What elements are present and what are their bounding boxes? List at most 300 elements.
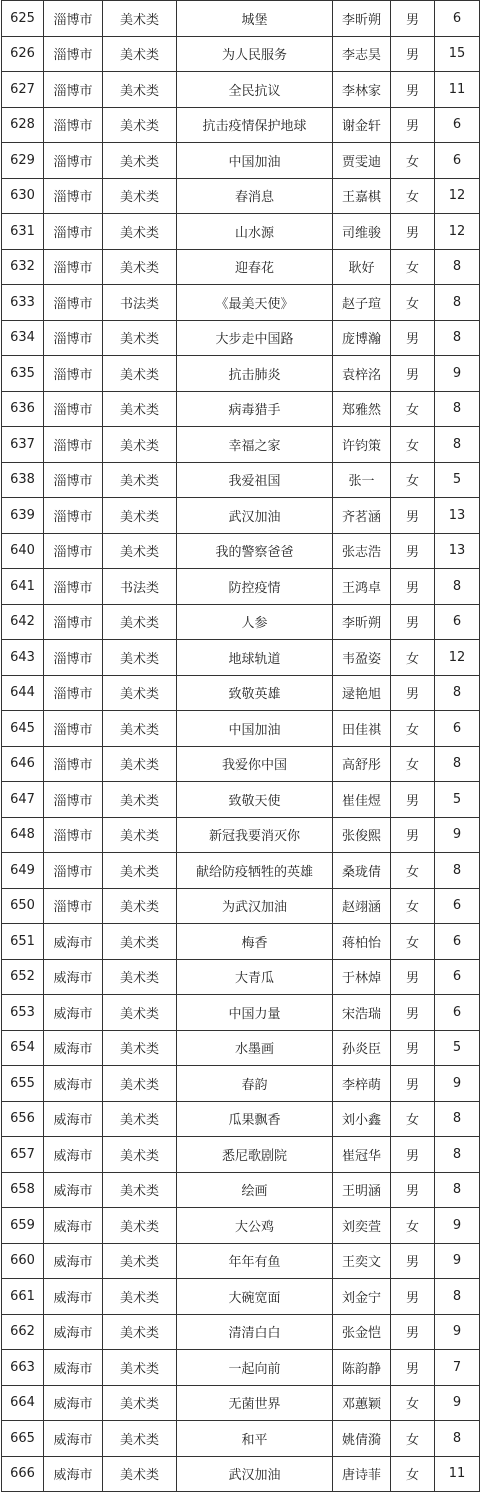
cell-age: 9 [435, 1314, 480, 1350]
cell-title: 无菌世界 [177, 1385, 333, 1421]
table-row [2, 36, 480, 72]
cell-age: 8 [435, 320, 480, 356]
table-row [2, 1, 480, 37]
cell-age: 6 [435, 143, 480, 179]
cell-name: 张志浩 [333, 533, 391, 569]
cell-id: 649 [2, 853, 44, 889]
cell-name: 李梓萌 [333, 1066, 391, 1102]
cell-title: 献给防疫牺牲的英雄 [177, 853, 333, 889]
cell-name: 许钧策 [333, 427, 391, 463]
cell-category: 美术类 [103, 143, 177, 179]
table-row [2, 1350, 480, 1386]
cell-gender: 男 [391, 36, 435, 72]
cell-id: 658 [2, 1172, 44, 1208]
cell-gender: 男 [391, 1172, 435, 1208]
cell-title: 武汉加油 [177, 498, 333, 534]
cell-id: 638 [2, 462, 44, 498]
cell-category: 美术类 [103, 782, 177, 818]
cell-id: 627 [2, 72, 44, 108]
cell-gender: 男 [391, 320, 435, 356]
cell-id: 645 [2, 711, 44, 747]
cell-category: 美术类 [103, 498, 177, 534]
cell-age: 8 [435, 1279, 480, 1315]
table-row [2, 320, 480, 356]
cell-title: 梅香 [177, 924, 333, 960]
cell-category: 美术类 [103, 1279, 177, 1315]
cell-name: 李志昊 [333, 36, 391, 72]
cell-age: 12 [435, 214, 480, 250]
cell-city: 威海市 [44, 959, 103, 995]
cell-gender: 男 [391, 1243, 435, 1279]
cell-name: 张俊熙 [333, 817, 391, 853]
table-row [2, 1172, 480, 1208]
cell-category: 美术类 [103, 427, 177, 463]
cell-id: 647 [2, 782, 44, 818]
cell-name: 蒋柏怡 [333, 924, 391, 960]
cell-id: 632 [2, 249, 44, 285]
table-row [2, 391, 480, 427]
cell-name: 崔冠华 [333, 1137, 391, 1173]
cell-id: 654 [2, 1030, 44, 1066]
cell-category: 美术类 [103, 675, 177, 711]
cell-id: 628 [2, 107, 44, 143]
cell-category: 书法类 [103, 569, 177, 605]
cell-title: 抗击疫情保护地球 [177, 107, 333, 143]
table-row [2, 604, 480, 640]
cell-city: 淄博市 [44, 533, 103, 569]
table-row [2, 214, 480, 250]
cell-category: 美术类 [103, 36, 177, 72]
cell-age: 12 [435, 178, 480, 214]
cell-age: 6 [435, 107, 480, 143]
table-row [2, 1385, 480, 1421]
cell-title: 全民抗议 [177, 72, 333, 108]
cell-name: 刘小鑫 [333, 1101, 391, 1137]
cell-city: 淄博市 [44, 249, 103, 285]
cell-title: 和平 [177, 1421, 333, 1457]
table-row [2, 1208, 480, 1244]
cell-id: 635 [2, 356, 44, 392]
cell-id: 646 [2, 746, 44, 782]
cell-gender: 男 [391, 1314, 435, 1350]
cell-gender: 男 [391, 356, 435, 392]
cell-age: 8 [435, 427, 480, 463]
table-row [2, 711, 480, 747]
cell-city: 威海市 [44, 1243, 103, 1279]
cell-city: 淄博市 [44, 817, 103, 853]
cell-city: 淄博市 [44, 427, 103, 463]
cell-gender: 男 [391, 1279, 435, 1315]
cell-gender: 男 [391, 1350, 435, 1386]
cell-name: 刘奕萱 [333, 1208, 391, 1244]
cell-category: 美术类 [103, 1385, 177, 1421]
cell-city: 威海市 [44, 1172, 103, 1208]
cell-city: 淄博市 [44, 675, 103, 711]
cell-gender: 男 [391, 782, 435, 818]
cell-category: 美术类 [103, 249, 177, 285]
cell-id: 661 [2, 1279, 44, 1315]
cell-id: 657 [2, 1137, 44, 1173]
cell-age: 9 [435, 1066, 480, 1102]
cell-age: 8 [435, 853, 480, 889]
cell-gender: 女 [391, 178, 435, 214]
cell-id: 631 [2, 214, 44, 250]
cell-age: 9 [435, 817, 480, 853]
cell-title: 大碗宽面 [177, 1279, 333, 1315]
cell-city: 淄博市 [44, 853, 103, 889]
cell-gender: 男 [391, 533, 435, 569]
table-row [2, 817, 480, 853]
cell-age: 8 [435, 746, 480, 782]
cell-age: 11 [435, 1456, 480, 1492]
table-row [2, 924, 480, 960]
cell-age: 12 [435, 640, 480, 676]
table-row [2, 72, 480, 108]
cell-id: 642 [2, 604, 44, 640]
cell-title: 病毒猎手 [177, 391, 333, 427]
cell-city: 淄博市 [44, 178, 103, 214]
cell-category: 美术类 [103, 959, 177, 995]
cell-gender: 男 [391, 1, 435, 37]
cell-city: 威海市 [44, 1421, 103, 1457]
cell-title: 城堡 [177, 1, 333, 37]
table-row [2, 675, 480, 711]
cell-title: 地球轨道 [177, 640, 333, 676]
cell-gender: 女 [391, 1208, 435, 1244]
cell-age: 9 [435, 1385, 480, 1421]
cell-title: 绘画 [177, 1172, 333, 1208]
cell-gender: 男 [391, 1066, 435, 1102]
cell-gender: 男 [391, 995, 435, 1031]
cell-category: 美术类 [103, 1421, 177, 1457]
cell-gender: 女 [391, 1385, 435, 1421]
cell-title: 致敬天使 [177, 782, 333, 818]
cell-id: 652 [2, 959, 44, 995]
cell-gender: 女 [391, 853, 435, 889]
cell-id: 651 [2, 924, 44, 960]
table-row [2, 1456, 480, 1492]
cell-name: 王鸿卓 [333, 569, 391, 605]
cell-age: 9 [435, 1208, 480, 1244]
cell-title: 抗击肺炎 [177, 356, 333, 392]
cell-name: 崔佳煜 [333, 782, 391, 818]
cell-city: 淄博市 [44, 746, 103, 782]
cell-category: 美术类 [103, 1101, 177, 1137]
cell-age: 8 [435, 569, 480, 605]
cell-category: 美术类 [103, 107, 177, 143]
cell-id: 664 [2, 1385, 44, 1421]
cell-age: 6 [435, 1, 480, 37]
cell-age: 6 [435, 604, 480, 640]
cell-city: 威海市 [44, 1066, 103, 1102]
cell-name: 张金恺 [333, 1314, 391, 1350]
cell-age: 6 [435, 711, 480, 747]
cell-category: 美术类 [103, 640, 177, 676]
cell-id: 643 [2, 640, 44, 676]
cell-age: 8 [435, 1137, 480, 1173]
cell-title: 我爱你中国 [177, 746, 333, 782]
cell-id: 656 [2, 1101, 44, 1137]
cell-gender: 女 [391, 1101, 435, 1137]
cell-gender: 女 [391, 143, 435, 179]
cell-category: 美术类 [103, 711, 177, 747]
cell-city: 威海市 [44, 1456, 103, 1492]
cell-name: 唐诗菲 [333, 1456, 391, 1492]
cell-age: 15 [435, 36, 480, 72]
cell-city: 淄博市 [44, 498, 103, 534]
cell-name: 赵子瑄 [333, 285, 391, 321]
cell-age: 9 [435, 1243, 480, 1279]
cell-city: 威海市 [44, 1350, 103, 1386]
cell-city: 威海市 [44, 1030, 103, 1066]
cell-category: 美术类 [103, 1066, 177, 1102]
cell-id: 637 [2, 427, 44, 463]
table-row [2, 1279, 480, 1315]
cell-name: 张一 [333, 462, 391, 498]
cell-age: 5 [435, 782, 480, 818]
cell-id: 659 [2, 1208, 44, 1244]
table-row [2, 1137, 480, 1173]
cell-title: 悉尼歌剧院 [177, 1137, 333, 1173]
cell-name: 田佳祺 [333, 711, 391, 747]
cell-title: 幸福之家 [177, 427, 333, 463]
cell-name: 李昕朔 [333, 604, 391, 640]
cell-name: 高舒彤 [333, 746, 391, 782]
cell-category: 美术类 [103, 178, 177, 214]
cell-gender: 男 [391, 214, 435, 250]
cell-id: 662 [2, 1314, 44, 1350]
cell-title: 中国力量 [177, 995, 333, 1031]
cell-category: 美术类 [103, 1030, 177, 1066]
cell-city: 淄博市 [44, 782, 103, 818]
cell-city: 威海市 [44, 1101, 103, 1137]
cell-id: 640 [2, 533, 44, 569]
table-row [2, 533, 480, 569]
table-row [2, 249, 480, 285]
cell-id: 660 [2, 1243, 44, 1279]
cell-id: 663 [2, 1350, 44, 1386]
cell-city: 淄博市 [44, 604, 103, 640]
cell-category: 美术类 [103, 1208, 177, 1244]
cell-id: 648 [2, 817, 44, 853]
cell-id: 625 [2, 1, 44, 37]
cell-age: 8 [435, 675, 480, 711]
table-row [2, 498, 480, 534]
table-row [2, 746, 480, 782]
cell-gender: 女 [391, 711, 435, 747]
entries-table-body [2, 1, 480, 1492]
table-row [2, 1243, 480, 1279]
table-row [2, 143, 480, 179]
cell-category: 美术类 [103, 746, 177, 782]
table-row [2, 569, 480, 605]
cell-gender: 女 [391, 924, 435, 960]
cell-title: 瓜果飘香 [177, 1101, 333, 1137]
cell-city: 淄博市 [44, 36, 103, 72]
cell-id: 653 [2, 995, 44, 1031]
cell-age: 8 [435, 391, 480, 427]
cell-name: 庞博瀚 [333, 320, 391, 356]
cell-city: 淄博市 [44, 72, 103, 108]
cell-id: 655 [2, 1066, 44, 1102]
table-row [2, 853, 480, 889]
cell-title: 水墨画 [177, 1030, 333, 1066]
cell-title: 清清白白 [177, 1314, 333, 1350]
cell-city: 威海市 [44, 1314, 103, 1350]
cell-id: 636 [2, 391, 44, 427]
cell-category: 美术类 [103, 462, 177, 498]
cell-id: 634 [2, 320, 44, 356]
cell-id: 633 [2, 285, 44, 321]
cell-name: 韦盈姿 [333, 640, 391, 676]
cell-gender: 女 [391, 285, 435, 321]
cell-category: 美术类 [103, 1172, 177, 1208]
cell-city: 淄博市 [44, 711, 103, 747]
cell-category: 美术类 [103, 214, 177, 250]
cell-name: 陈韵静 [333, 1350, 391, 1386]
cell-name: 于林焯 [333, 959, 391, 995]
cell-age: 8 [435, 1421, 480, 1457]
cell-name: 刘金宁 [333, 1279, 391, 1315]
cell-category: 书法类 [103, 285, 177, 321]
cell-id: 639 [2, 498, 44, 534]
cell-name: 谢金轩 [333, 107, 391, 143]
cell-gender: 女 [391, 746, 435, 782]
cell-city: 淄博市 [44, 356, 103, 392]
cell-name: 李昕朔 [333, 1, 391, 37]
cell-title: 武汉加油 [177, 1456, 333, 1492]
cell-name: 王嘉棋 [333, 178, 391, 214]
cell-city: 淄博市 [44, 285, 103, 321]
cell-gender: 男 [391, 817, 435, 853]
cell-city: 威海市 [44, 1208, 103, 1244]
cell-age: 6 [435, 888, 480, 924]
cell-age: 13 [435, 533, 480, 569]
cell-name: 司维骏 [333, 214, 391, 250]
table-row [2, 995, 480, 1031]
cell-name: 耿好 [333, 249, 391, 285]
cell-category: 美术类 [103, 72, 177, 108]
cell-category: 美术类 [103, 853, 177, 889]
cell-age: 6 [435, 995, 480, 1031]
cell-gender: 女 [391, 249, 435, 285]
cell-age: 8 [435, 285, 480, 321]
cell-name: 李林家 [333, 72, 391, 108]
cell-category: 美术类 [103, 1243, 177, 1279]
cell-age: 8 [435, 1101, 480, 1137]
cell-title: 新冠我要消灭你 [177, 817, 333, 853]
cell-city: 威海市 [44, 1279, 103, 1315]
cell-age: 6 [435, 924, 480, 960]
cell-name: 齐茗涵 [333, 498, 391, 534]
cell-name: 逯艳旭 [333, 675, 391, 711]
cell-title: 春韵 [177, 1066, 333, 1102]
cell-age: 8 [435, 1172, 480, 1208]
cell-title: 我的警察爸爸 [177, 533, 333, 569]
cell-title: 致敬英雄 [177, 675, 333, 711]
cell-title: 人参 [177, 604, 333, 640]
cell-id: 644 [2, 675, 44, 711]
entries-table [1, 0, 480, 1492]
cell-age: 6 [435, 959, 480, 995]
cell-name: 贾雯迪 [333, 143, 391, 179]
cell-gender: 男 [391, 72, 435, 108]
cell-title: 大步走中国路 [177, 320, 333, 356]
cell-title: 大公鸡 [177, 1208, 333, 1244]
cell-category: 美术类 [103, 1, 177, 37]
cell-category: 美术类 [103, 1350, 177, 1386]
cell-age: 8 [435, 249, 480, 285]
cell-gender: 女 [391, 391, 435, 427]
cell-title: 春消息 [177, 178, 333, 214]
table-row [2, 107, 480, 143]
cell-city: 淄博市 [44, 320, 103, 356]
table-row [2, 427, 480, 463]
cell-id: 630 [2, 178, 44, 214]
cell-gender: 女 [391, 427, 435, 463]
cell-city: 淄博市 [44, 569, 103, 605]
cell-category: 美术类 [103, 924, 177, 960]
cell-name: 王明涵 [333, 1172, 391, 1208]
cell-gender: 男 [391, 1030, 435, 1066]
cell-title: 迎春花 [177, 249, 333, 285]
cell-title: 中国加油 [177, 143, 333, 179]
cell-title: 防控疫情 [177, 569, 333, 605]
cell-title: 年年有鱼 [177, 1243, 333, 1279]
cell-city: 淄博市 [44, 640, 103, 676]
cell-category: 美术类 [103, 817, 177, 853]
table-row [2, 1066, 480, 1102]
cell-title: 山水源 [177, 214, 333, 250]
table-row [2, 462, 480, 498]
table-row [2, 285, 480, 321]
cell-category: 美术类 [103, 888, 177, 924]
cell-city: 淄博市 [44, 143, 103, 179]
cell-gender: 女 [391, 888, 435, 924]
cell-title: 为人民服务 [177, 36, 333, 72]
cell-title: 中国加油 [177, 711, 333, 747]
cell-gender: 女 [391, 1456, 435, 1492]
cell-city: 威海市 [44, 924, 103, 960]
cell-gender: 女 [391, 1421, 435, 1457]
cell-city: 威海市 [44, 1385, 103, 1421]
cell-category: 美术类 [103, 604, 177, 640]
cell-city: 淄博市 [44, 214, 103, 250]
table-row [2, 782, 480, 818]
table-row [2, 178, 480, 214]
cell-category: 美术类 [103, 320, 177, 356]
cell-name: 郑雅然 [333, 391, 391, 427]
table-row [2, 640, 480, 676]
cell-gender: 男 [391, 498, 435, 534]
cell-id: 641 [2, 569, 44, 605]
cell-gender: 男 [391, 959, 435, 995]
cell-title: 一起向前 [177, 1350, 333, 1386]
cell-age: 11 [435, 72, 480, 108]
cell-city: 淄博市 [44, 391, 103, 427]
cell-gender: 女 [391, 640, 435, 676]
table-row [2, 1314, 480, 1350]
cell-id: 650 [2, 888, 44, 924]
cell-id: 666 [2, 1456, 44, 1492]
cell-gender: 男 [391, 604, 435, 640]
cell-age: 5 [435, 462, 480, 498]
table-row [2, 1030, 480, 1066]
cell-id: 626 [2, 36, 44, 72]
cell-category: 美术类 [103, 391, 177, 427]
cell-age: 5 [435, 1030, 480, 1066]
cell-category: 美术类 [103, 995, 177, 1031]
